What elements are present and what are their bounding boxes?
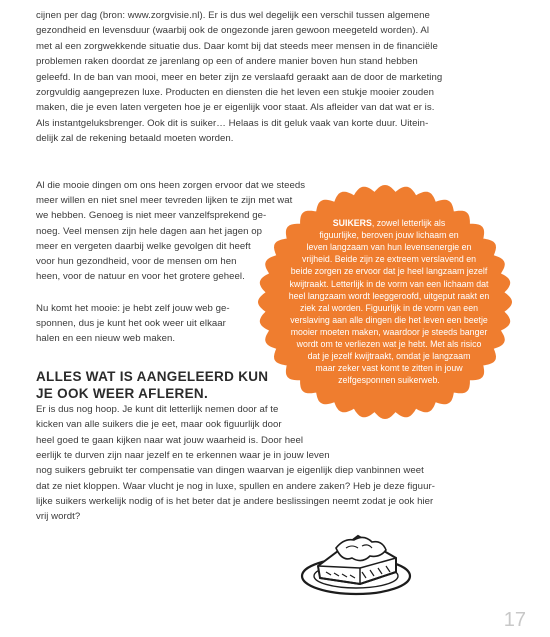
- heading-line: ALLES WAT IS AANGELEERD KUN: [36, 369, 269, 384]
- body-text-line: geleefd. In de ban van mooi, meer en beter zijn ze verslaafd geraakt aan de door de marketing: [36, 71, 443, 83]
- body-text-line: Als instantgeluksbrenger. Ook dit is suiker… Helaas is dit geluk vaak van korte duur. Uitein-: [36, 117, 429, 129]
- body-text-line: Al die mooie dingen om ons heen zorgen ervoor dat we steeds: [36, 180, 306, 191]
- callout-line: verslaving aan alle dingen die het leven een beetje: [290, 314, 488, 325]
- callout-line: wordt om te verliezen wat je hebt. Met als risico: [296, 339, 482, 349]
- callout-line: heel langzaam wordt leeggeroofd, uitgeput raakt en: [288, 290, 490, 301]
- body-text-line: dat ze niet kloppen. Waar vlucht je nog in luxe, spullen en andere zaken? Heb je deze figuur-: [36, 480, 435, 492]
- callout-first-line-rest: , zowel letterlijk als: [371, 218, 446, 228]
- body-text-line: heen, voor de natuur en voor het grotere geheel.: [36, 271, 245, 283]
- callout-line: kwijtraakt. Letterlijk in de vorm van een lichaam dat: [289, 278, 489, 289]
- body-text-line: kicken van alle suikers die je eet, maar ook figuurlijk door: [36, 419, 282, 431]
- body-text-line: Nu komt het mooie: je hebt zelf jouw web ge-: [36, 303, 230, 314]
- callout-line: beide zorgen ze ervoor dat je heel langzaam jezelf: [290, 266, 488, 277]
- body-text-line: noeg. Veel mensen zijn hele dagen aan het jagen op: [36, 225, 262, 237]
- callout-line: vrijheid. Beide zijn ze extreem verslavend en: [301, 254, 477, 265]
- body-text-line: eerlijk te durven zijn naar jezelf en te erkennen waar je in jouw leven: [36, 449, 330, 461]
- body-text-line: voor hun gezondheid, voor de mensen om hen: [36, 256, 237, 267]
- body-text-line: cijnen per dag (bron: www.zorgvisie.nl). Er is dus wel degelijk een verschil tussen algemene: [36, 10, 430, 21]
- callout-line: zelfgesponnen suikerweb.: [338, 375, 440, 386]
- callout-line: dat je jezelf kwijtraakt, omdat je langzaam: [307, 351, 471, 362]
- body-text-line: lijke suikers werkelijk nodig of is het beter dat je andere beslissingen neemt zodat je ook hier: [36, 495, 434, 507]
- callout-line: [333, 218, 445, 230]
- body-text-line: meer en vergeten daarbij welke gevolgen dit heeft: [36, 240, 251, 252]
- body-text-line: we hebben. Genoeg is niet meer vanzelfsprekend ge-: [36, 210, 267, 222]
- body-text-line: heel goed te gaan kijken naar wat jouw waarheid is. Door heel: [36, 434, 304, 446]
- body-text-line: vrij wordt?: [36, 511, 81, 523]
- callout-line: figuurlijke, beroven jouw lichaam en: [319, 230, 459, 241]
- body-text-line: meer willen en niet snel meer tevreden lijken te zijn met wat: [36, 195, 293, 207]
- callout-line: mooier moeten maken, waardoor je steeds banger: [290, 326, 488, 337]
- body-text-line: gezondheid en levensduur (waarbij ook de ongezonde jaren gewoon meegeteld worden). Al: [36, 25, 430, 37]
- body-text-line: halen en een nieuw web maken.: [36, 333, 176, 345]
- callout-line: leven langzaam van hun levensenergie en: [306, 242, 472, 253]
- pie-slice-on-plate-icon: [296, 518, 416, 600]
- page-number: 17: [503, 609, 526, 631]
- body-text-line: nog suikers gebruikt ter compensatie van dingen waarvan je eigenlijk diep vanbinnen weet: [36, 465, 424, 477]
- callout-keyword: SUIKERS: [332, 218, 372, 228]
- body-text-line: sponnen, dus je kunt het ook weer uit elkaar: [36, 318, 226, 330]
- body-text-line: met al een zorgwekkende situatie dus. Daar komt bij dat steeds meer mensen in de financiële: [36, 40, 438, 52]
- body-text-line: delijk zal de rekening betaald moeten worden.: [36, 133, 234, 145]
- body-text-line: zorgvuldig aangeprezen luxe. Producten en diensten die het leven een stukje mooier zouden: [36, 87, 435, 98]
- heading-line: JE OOK WEER AFLEREN.: [36, 386, 209, 401]
- body-text-line: Er is dus nog hoop. Je kunt dit letterlijk nemen door af te: [36, 404, 279, 415]
- callout-line: maar zeker vast komt te zitten in jouw: [315, 363, 463, 374]
- body-text-line: problemen raken doordat ze jarenlang op een of andere manier boven hun stand hebben: [36, 56, 418, 68]
- body-text-line: maken, die je even laten vergeten hoe je er eigenlijk voor staat. Als afleider van dat wat er is.: [36, 102, 435, 114]
- callout-line: ziek zal worden. Figuurlijk in de vorm van een: [300, 302, 478, 313]
